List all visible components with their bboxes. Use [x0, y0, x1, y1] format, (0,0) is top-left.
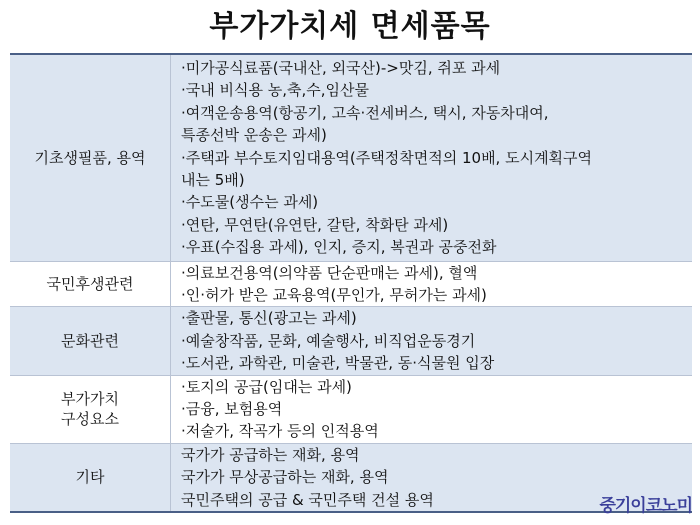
- category-label: 구성요소: [61, 410, 119, 429]
- exempt-item: ·수도물(생수는 과세): [181, 193, 319, 212]
- exempt-item: ·예술창작품, 문화, 예술행사, 비직업운동경기: [181, 331, 476, 350]
- table-row: [10, 261, 692, 307]
- exempt-item: ·도서관, 과학관, 미술관, 박물관, 동·식물원 입장: [181, 354, 495, 373]
- items-cell: [171, 261, 693, 307]
- category-label: 기타: [75, 468, 105, 487]
- exempt-item: 국가가 공급하는 재화, 용역: [181, 445, 360, 464]
- exempt-item: ·국내 비식용 농,축,수,임산물: [181, 81, 369, 100]
- page-title: 부가가치세 면세품목: [209, 9, 491, 44]
- table-row: [10, 443, 692, 512]
- category-cell: [10, 307, 171, 375]
- category-cell: [10, 375, 171, 443]
- exempt-item: ·금융, 보험용역: [181, 399, 283, 418]
- exempt-item: 국민주택의 공급 & 국민주택 건설 용역: [181, 490, 434, 509]
- publisher-logo: 중기이코노미: [599, 496, 692, 516]
- exempt-item: 특종선박 운송은 과세): [181, 126, 327, 145]
- exempt-item: ·의료보건용역(의약품 단순판매는 과세), 혈액: [181, 263, 478, 282]
- exempt-item: ·미가공식료품(국내산, 외국산)->맛김, 쥐포 과세: [181, 58, 501, 77]
- items-cell: [171, 375, 693, 443]
- category-label: 문화관련: [61, 331, 119, 350]
- table-row: [10, 375, 692, 443]
- exempt-item: ·우표(수집용 과세), 인지, 증지, 복권과 공중전화: [181, 238, 497, 257]
- category-label: 국민후생관련: [46, 274, 134, 293]
- items-cell: [171, 307, 693, 375]
- exempt-item: ·주택과 부수토지임대용역(주택정착면적의 10배, 도시계획구역: [181, 148, 593, 167]
- table-row: [10, 54, 692, 261]
- exempt-item: ·저술가, 작곡가 등의 인적용역: [181, 422, 379, 441]
- exempt-item: ·출판물, 통신(광고는 과세): [181, 309, 357, 328]
- category-cell: [10, 443, 171, 512]
- exempt-item: 국가가 무상공급하는 재화, 용역: [181, 468, 389, 487]
- table-row: [10, 307, 692, 375]
- category-label: 기초생필품, 용역: [34, 148, 146, 167]
- exempt-item: 내는 5배): [181, 170, 245, 189]
- category-label: 부가가치: [61, 390, 119, 409]
- exempt-item: ·연탄, 무연탄(유연탄, 갈탄, 착화탄 과세): [181, 215, 449, 234]
- table-body: [10, 54, 692, 512]
- category-cell: [10, 261, 171, 307]
- exempt-item: ·토지의 공급(임대는 과세): [181, 377, 352, 396]
- exempt-item: ·인·허가 받은 교육용역(무인가, 무허가는 과세): [181, 285, 487, 304]
- items-cell: [171, 54, 693, 261]
- exempt-item: ·여객운송용역(항공기, 고속·전세버스, 택시, 자동차대여,: [181, 103, 549, 122]
- tax-exempt-table: [10, 53, 692, 513]
- category-cell: [10, 54, 171, 261]
